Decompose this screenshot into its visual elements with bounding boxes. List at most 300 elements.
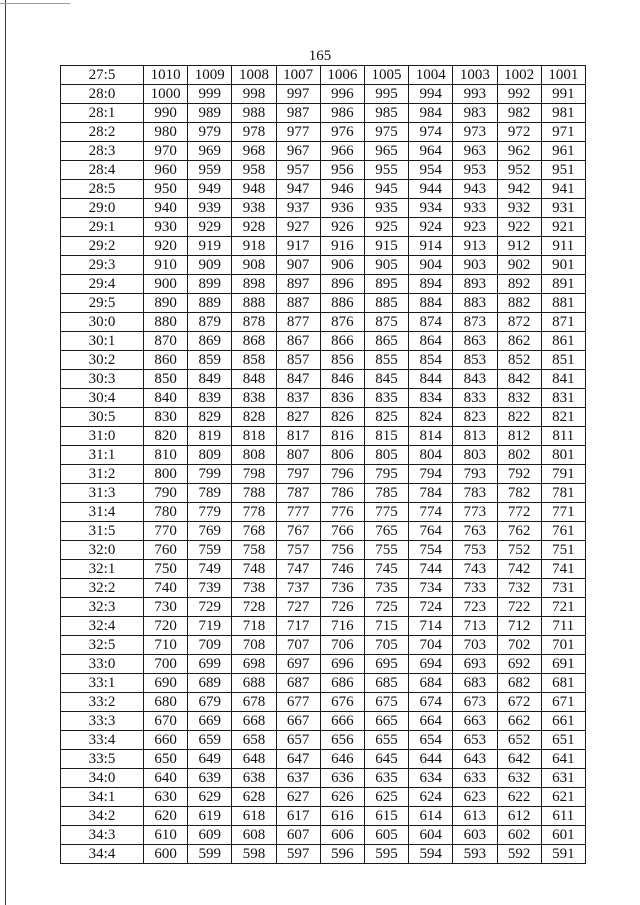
value-cell: 913	[453, 237, 497, 256]
row-key-cell: 29:0	[61, 199, 144, 218]
value-cell: 649	[188, 750, 232, 769]
value-cell: 732	[497, 579, 541, 598]
row-key-cell: 29:5	[61, 294, 144, 313]
value-cell: 876	[320, 313, 364, 332]
value-cell: 841	[541, 370, 585, 389]
value-cell: 879	[188, 313, 232, 332]
value-cell: 760	[144, 541, 188, 560]
value-cell: 996	[320, 85, 364, 104]
value-cell: 674	[409, 693, 453, 712]
row-key-cell: 33:0	[61, 655, 144, 674]
value-cell: 851	[541, 351, 585, 370]
value-cell: 967	[276, 142, 320, 161]
value-cell: 1006	[320, 66, 364, 85]
value-cell: 811	[541, 427, 585, 446]
value-cell: 714	[409, 617, 453, 636]
value-cell: 850	[144, 370, 188, 389]
value-cell: 951	[541, 161, 585, 180]
value-cell: 907	[276, 256, 320, 275]
value-cell: 926	[320, 218, 364, 237]
value-cell: 985	[364, 104, 408, 123]
value-cell: 932	[497, 199, 541, 218]
value-cell: 679	[188, 693, 232, 712]
table-row	[61, 427, 586, 446]
value-cell: 816	[320, 427, 364, 446]
value-cell: 761	[541, 522, 585, 541]
table-row	[61, 693, 586, 712]
value-cell: 912	[497, 237, 541, 256]
table-row	[61, 674, 586, 693]
value-cell: 992	[497, 85, 541, 104]
value-cell: 814	[409, 427, 453, 446]
value-cell: 662	[497, 712, 541, 731]
value-cell: 762	[497, 522, 541, 541]
table-row	[61, 579, 586, 598]
value-cell: 837	[276, 389, 320, 408]
value-cell: 922	[497, 218, 541, 237]
value-cell: 639	[188, 769, 232, 788]
value-cell: 896	[320, 275, 364, 294]
value-cell: 728	[232, 598, 276, 617]
value-cell: 988	[232, 104, 276, 123]
value-cell: 755	[364, 541, 408, 560]
value-cell: 669	[188, 712, 232, 731]
value-cell: 751	[541, 541, 585, 560]
row-key-cell: 30:0	[61, 313, 144, 332]
value-cell: 888	[232, 294, 276, 313]
row-key-cell: 31:2	[61, 465, 144, 484]
value-cell: 867	[276, 332, 320, 351]
value-cell: 797	[276, 465, 320, 484]
value-cell: 968	[232, 142, 276, 161]
value-cell: 882	[497, 294, 541, 313]
table-row	[61, 750, 586, 769]
value-cell: 864	[409, 332, 453, 351]
value-cell: 1004	[409, 66, 453, 85]
value-cell: 862	[497, 332, 541, 351]
value-cell: 1003	[453, 66, 497, 85]
value-cell: 617	[276, 807, 320, 826]
value-cell: 723	[453, 598, 497, 617]
value-cell: 987	[276, 104, 320, 123]
value-cell: 858	[232, 351, 276, 370]
value-cell: 915	[364, 237, 408, 256]
value-cell: 645	[364, 750, 408, 769]
value-cell: 943	[453, 180, 497, 199]
value-cell: 844	[409, 370, 453, 389]
value-cell: 828	[232, 408, 276, 427]
value-cell: 830	[144, 408, 188, 427]
value-cell: 843	[453, 370, 497, 389]
value-cell: 747	[276, 560, 320, 579]
value-cell: 938	[232, 199, 276, 218]
row-key-cell: 34:4	[61, 845, 144, 864]
value-cell: 826	[320, 408, 364, 427]
table-row	[61, 389, 586, 408]
value-cell: 727	[276, 598, 320, 617]
value-cell: 721	[541, 598, 585, 617]
value-cell: 788	[232, 484, 276, 503]
table-row	[61, 636, 586, 655]
table-row	[61, 503, 586, 522]
row-key-cell: 34:3	[61, 826, 144, 845]
value-cell: 903	[453, 256, 497, 275]
value-cell: 887	[276, 294, 320, 313]
table-row	[61, 66, 586, 85]
value-cell: 989	[188, 104, 232, 123]
value-cell: 627	[276, 788, 320, 807]
value-cell: 801	[541, 446, 585, 465]
value-cell: 634	[409, 769, 453, 788]
row-key-cell: 31:5	[61, 522, 144, 541]
value-cell: 716	[320, 617, 364, 636]
value-cell: 647	[276, 750, 320, 769]
value-cell: 853	[453, 351, 497, 370]
value-cell: 796	[320, 465, 364, 484]
row-key-cell: 30:2	[61, 351, 144, 370]
value-cell: 927	[276, 218, 320, 237]
value-cell: 739	[188, 579, 232, 598]
value-cell: 973	[453, 123, 497, 142]
value-cell: 819	[188, 427, 232, 446]
value-cell: 1002	[497, 66, 541, 85]
row-key-cell: 34:0	[61, 769, 144, 788]
value-cell: 865	[364, 332, 408, 351]
value-cell: 998	[232, 85, 276, 104]
value-cell: 859	[188, 351, 232, 370]
value-cell: 810	[144, 446, 188, 465]
value-cell: 878	[232, 313, 276, 332]
value-cell: 697	[276, 655, 320, 674]
value-cell: 772	[497, 503, 541, 522]
value-cell: 890	[144, 294, 188, 313]
table-row	[61, 256, 586, 275]
value-cell: 934	[409, 199, 453, 218]
value-cell: 950	[144, 180, 188, 199]
value-cell: 835	[364, 389, 408, 408]
value-cell: 845	[364, 370, 408, 389]
table-row	[61, 446, 586, 465]
row-key-cell: 28:0	[61, 85, 144, 104]
value-cell: 774	[409, 503, 453, 522]
row-key-cell: 32:0	[61, 541, 144, 560]
row-key-cell: 29:3	[61, 256, 144, 275]
value-cell: 784	[409, 484, 453, 503]
value-cell: 806	[320, 446, 364, 465]
value-cell: 827	[276, 408, 320, 427]
value-cell: 955	[364, 161, 408, 180]
value-cell: 822	[497, 408, 541, 427]
value-cell: 668	[232, 712, 276, 731]
value-cell: 650	[144, 750, 188, 769]
value-cell: 804	[409, 446, 453, 465]
row-key-cell: 31:4	[61, 503, 144, 522]
value-cell: 693	[453, 655, 497, 674]
value-cell: 981	[541, 104, 585, 123]
value-cell: 653	[453, 731, 497, 750]
value-cell: 898	[232, 275, 276, 294]
table-row	[61, 85, 586, 104]
value-cell: 752	[497, 541, 541, 560]
value-cell: 799	[188, 465, 232, 484]
table-row	[61, 598, 586, 617]
value-cell: 863	[453, 332, 497, 351]
value-cell: 795	[364, 465, 408, 484]
value-cell: 700	[144, 655, 188, 674]
table-row	[61, 408, 586, 427]
value-cell: 984	[409, 104, 453, 123]
value-cell: 921	[541, 218, 585, 237]
value-cell: 742	[497, 560, 541, 579]
value-cell: 939	[188, 199, 232, 218]
value-cell: 954	[409, 161, 453, 180]
value-cell: 698	[232, 655, 276, 674]
value-cell: 1005	[364, 66, 408, 85]
row-key-cell: 33:1	[61, 674, 144, 693]
row-key-cell: 31:1	[61, 446, 144, 465]
value-cell: 820	[144, 427, 188, 446]
value-cell: 817	[276, 427, 320, 446]
value-cell: 661	[541, 712, 585, 731]
value-cell: 737	[276, 579, 320, 598]
value-cell: 667	[276, 712, 320, 731]
value-cell: 928	[232, 218, 276, 237]
value-cell: 706	[320, 636, 364, 655]
table-row	[61, 807, 586, 826]
value-cell: 978	[232, 123, 276, 142]
value-cell: 684	[409, 674, 453, 693]
row-key-cell: 32:3	[61, 598, 144, 617]
value-cell: 980	[144, 123, 188, 142]
value-cell: 626	[320, 788, 364, 807]
row-key-cell: 30:3	[61, 370, 144, 389]
table-row	[61, 465, 586, 484]
value-cell: 825	[364, 408, 408, 427]
value-cell: 610	[144, 826, 188, 845]
value-cell: 696	[320, 655, 364, 674]
value-cell: 993	[453, 85, 497, 104]
value-cell: 852	[497, 351, 541, 370]
value-cell: 730	[144, 598, 188, 617]
value-cell: 894	[409, 275, 453, 294]
value-cell: 873	[453, 313, 497, 332]
value-cell: 731	[541, 579, 585, 598]
value-cell: 1000	[144, 85, 188, 104]
value-cell: 657	[276, 731, 320, 750]
value-cell: 881	[541, 294, 585, 313]
value-cell: 974	[409, 123, 453, 142]
value-cell: 655	[364, 731, 408, 750]
table-row	[61, 332, 586, 351]
value-cell: 942	[497, 180, 541, 199]
value-cell: 734	[409, 579, 453, 598]
value-cell: 800	[144, 465, 188, 484]
value-cell: 855	[364, 351, 408, 370]
value-cell: 711	[541, 617, 585, 636]
value-cell: 720	[144, 617, 188, 636]
value-cell: 945	[364, 180, 408, 199]
table-row	[61, 826, 586, 845]
value-cell: 861	[541, 332, 585, 351]
value-cell: 595	[364, 845, 408, 864]
value-cell: 821	[541, 408, 585, 427]
value-cell: 839	[188, 389, 232, 408]
value-cell: 646	[320, 750, 364, 769]
value-cell: 677	[276, 693, 320, 712]
scan-edge-left	[5, 0, 6, 905]
value-cell: 759	[188, 541, 232, 560]
row-key-cell: 29:2	[61, 237, 144, 256]
value-cell: 899	[188, 275, 232, 294]
value-cell: 902	[497, 256, 541, 275]
value-cell: 620	[144, 807, 188, 826]
table-row	[61, 560, 586, 579]
value-cell: 809	[188, 446, 232, 465]
value-cell: 949	[188, 180, 232, 199]
value-cell: 906	[320, 256, 364, 275]
value-cell: 824	[409, 408, 453, 427]
row-key-cell: 33:5	[61, 750, 144, 769]
value-cell: 936	[320, 199, 364, 218]
value-cell: 880	[144, 313, 188, 332]
value-cell: 638	[232, 769, 276, 788]
value-cell: 947	[276, 180, 320, 199]
value-cell: 733	[453, 579, 497, 598]
table-row	[61, 199, 586, 218]
value-cell: 886	[320, 294, 364, 313]
value-cell: 660	[144, 731, 188, 750]
value-cell: 691	[541, 655, 585, 674]
row-key-cell: 33:3	[61, 712, 144, 731]
value-cell: 591	[541, 845, 585, 864]
value-cell: 941	[541, 180, 585, 199]
value-cell: 629	[188, 788, 232, 807]
value-cell: 754	[409, 541, 453, 560]
value-cell: 909	[188, 256, 232, 275]
value-cell: 935	[364, 199, 408, 218]
value-cell: 790	[144, 484, 188, 503]
value-cell: 802	[497, 446, 541, 465]
value-cell: 815	[364, 427, 408, 446]
value-cell: 904	[409, 256, 453, 275]
value-cell: 729	[188, 598, 232, 617]
value-cell: 766	[320, 522, 364, 541]
table-row	[61, 731, 586, 750]
value-cell: 602	[497, 826, 541, 845]
table-row	[61, 769, 586, 788]
value-cell: 694	[409, 655, 453, 674]
value-cell: 715	[364, 617, 408, 636]
table-row	[61, 161, 586, 180]
value-cell: 601	[541, 826, 585, 845]
value-cell: 741	[541, 560, 585, 579]
value-cell: 681	[541, 674, 585, 693]
value-cell: 656	[320, 731, 364, 750]
value-cell: 892	[497, 275, 541, 294]
value-cell: 829	[188, 408, 232, 427]
value-cell: 672	[497, 693, 541, 712]
value-cell: 632	[497, 769, 541, 788]
value-cell: 702	[497, 636, 541, 655]
value-cell: 664	[409, 712, 453, 731]
value-cell: 769	[188, 522, 232, 541]
value-cell: 701	[541, 636, 585, 655]
value-cell: 683	[453, 674, 497, 693]
value-cell: 779	[188, 503, 232, 522]
value-cell: 642	[497, 750, 541, 769]
table-row	[61, 712, 586, 731]
value-cell: 983	[453, 104, 497, 123]
value-cell: 786	[320, 484, 364, 503]
value-cell: 613	[453, 807, 497, 826]
data-table	[60, 65, 586, 864]
table-row	[61, 655, 586, 674]
value-cell: 675	[364, 693, 408, 712]
value-cell: 959	[188, 161, 232, 180]
table-row	[61, 351, 586, 370]
value-cell: 885	[364, 294, 408, 313]
value-cell: 764	[409, 522, 453, 541]
value-cell: 689	[188, 674, 232, 693]
value-cell: 680	[144, 693, 188, 712]
value-cell: 961	[541, 142, 585, 161]
row-key-cell: 28:1	[61, 104, 144, 123]
value-cell: 763	[453, 522, 497, 541]
value-cell: 593	[453, 845, 497, 864]
value-cell: 643	[453, 750, 497, 769]
value-cell: 793	[453, 465, 497, 484]
value-cell: 695	[364, 655, 408, 674]
value-cell: 990	[144, 104, 188, 123]
value-cell: 778	[232, 503, 276, 522]
value-cell: 937	[276, 199, 320, 218]
value-cell: 603	[453, 826, 497, 845]
value-cell: 699	[188, 655, 232, 674]
value-cell: 823	[453, 408, 497, 427]
value-cell: 946	[320, 180, 364, 199]
value-cell: 652	[497, 731, 541, 750]
value-cell: 832	[497, 389, 541, 408]
value-cell: 963	[453, 142, 497, 161]
value-cell: 777	[276, 503, 320, 522]
row-key-cell: 30:1	[61, 332, 144, 351]
value-cell: 872	[497, 313, 541, 332]
row-key-cell: 28:3	[61, 142, 144, 161]
value-cell: 688	[232, 674, 276, 693]
value-cell: 808	[232, 446, 276, 465]
row-key-cell: 32:5	[61, 636, 144, 655]
row-key-cell: 34:1	[61, 788, 144, 807]
value-cell: 812	[497, 427, 541, 446]
value-cell: 953	[453, 161, 497, 180]
row-key-cell: 34:2	[61, 807, 144, 826]
value-cell: 758	[232, 541, 276, 560]
value-cell: 929	[188, 218, 232, 237]
value-cell: 848	[232, 370, 276, 389]
value-cell: 957	[276, 161, 320, 180]
value-cell: 1007	[276, 66, 320, 85]
value-cell: 914	[409, 237, 453, 256]
value-cell: 854	[409, 351, 453, 370]
table-row	[61, 617, 586, 636]
value-cell: 1009	[188, 66, 232, 85]
value-cell: 622	[497, 788, 541, 807]
value-cell: 781	[541, 484, 585, 503]
value-cell: 765	[364, 522, 408, 541]
table-row	[61, 275, 586, 294]
value-cell: 977	[276, 123, 320, 142]
value-cell: 789	[188, 484, 232, 503]
